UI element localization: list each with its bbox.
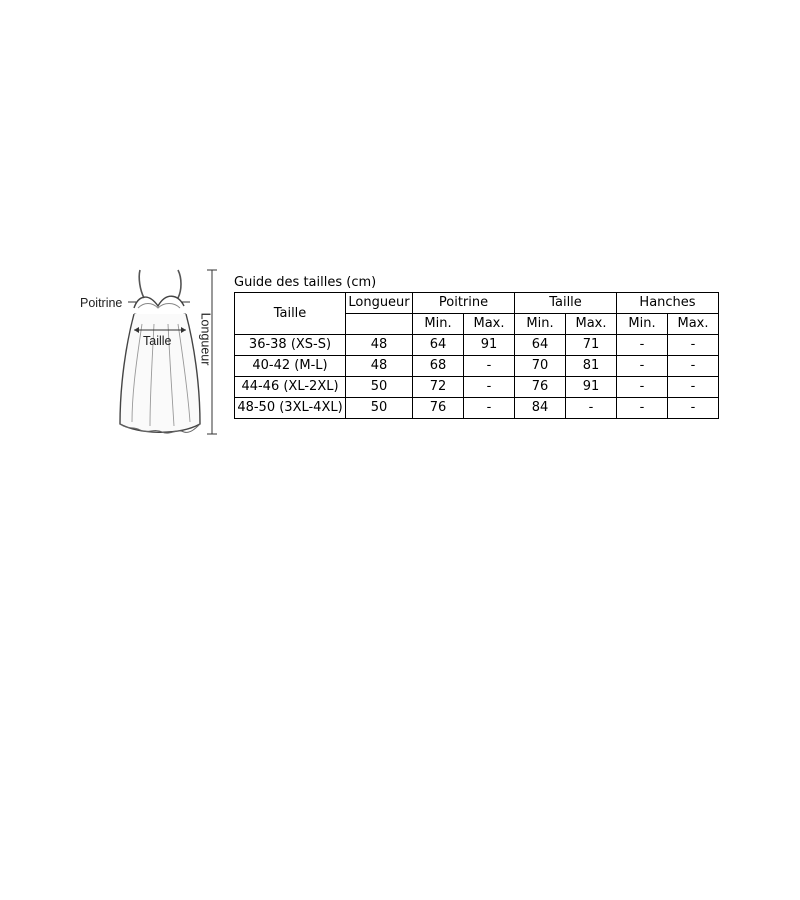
cell-size: 48-50 (3XL-4XL) [235, 398, 346, 419]
size-guide-title: Guide des tailles (cm) [234, 275, 377, 290]
diagram-label-poitrine: Poitrine [80, 296, 123, 310]
cell-longueur: 48 [346, 356, 413, 377]
cell-taille-min: 64 [515, 335, 566, 356]
cell-poitrine-max: - [464, 398, 515, 419]
cell-size: 40-42 (M-L) [235, 356, 346, 377]
cell-poitrine-max: - [464, 356, 515, 377]
cell-hanches-min: - [617, 335, 668, 356]
cell-taille-min: 70 [515, 356, 566, 377]
cell-longueur: 50 [346, 377, 413, 398]
subheader-hanches-min: Min. [617, 314, 668, 335]
table-header-row [235, 293, 719, 314]
subheader-poitrine-min: Min. [413, 314, 464, 335]
cell-taille-max: 81 [566, 356, 617, 377]
size-table [234, 292, 719, 419]
header-longueur: Longueur [346, 293, 413, 314]
subheader-longueur-empty [346, 314, 413, 335]
header-hanches: Hanches [617, 293, 719, 314]
header-taille: Taille [235, 293, 346, 335]
cell-longueur: 50 [346, 398, 413, 419]
subheader-hanches-max: Max. [668, 314, 719, 335]
subheader-poitrine-max: Max. [464, 314, 515, 335]
cell-taille-min: 76 [515, 377, 566, 398]
table-row [235, 335, 719, 356]
garment-diagram [78, 264, 228, 440]
cell-poitrine-max: - [464, 377, 515, 398]
cell-poitrine-min: 68 [413, 356, 464, 377]
cell-taille-max: 71 [566, 335, 617, 356]
cell-poitrine-min: 72 [413, 377, 464, 398]
cell-hanches-min: - [617, 356, 668, 377]
cell-hanches-max: - [668, 398, 719, 419]
header-taille-group: Taille [515, 293, 617, 314]
table-row [235, 398, 719, 419]
table-row [235, 356, 719, 377]
cell-taille-min: 84 [515, 398, 566, 419]
cell-hanches-max: - [668, 377, 719, 398]
cell-hanches-min: - [617, 377, 668, 398]
cell-poitrine-min: 76 [413, 398, 464, 419]
cell-hanches-max: - [668, 356, 719, 377]
header-poitrine: Poitrine [413, 293, 515, 314]
cell-size: 44-46 (XL-2XL) [235, 377, 346, 398]
subheader-taille-max: Max. [566, 314, 617, 335]
cell-size: 36-38 (XS-S) [235, 335, 346, 356]
cell-hanches-max: - [668, 335, 719, 356]
cell-poitrine-min: 64 [413, 335, 464, 356]
cell-taille-max: - [566, 398, 617, 419]
table-row [235, 377, 719, 398]
cell-longueur: 48 [346, 335, 413, 356]
subheader-taille-min: Min. [515, 314, 566, 335]
size-guide [234, 275, 719, 419]
cell-poitrine-max: 91 [464, 335, 515, 356]
cell-hanches-min: - [617, 398, 668, 419]
cell-taille-max: 91 [566, 377, 617, 398]
diagram-label-taille: Taille [143, 334, 172, 348]
diagram-label-longueur: Longueur [198, 312, 213, 366]
